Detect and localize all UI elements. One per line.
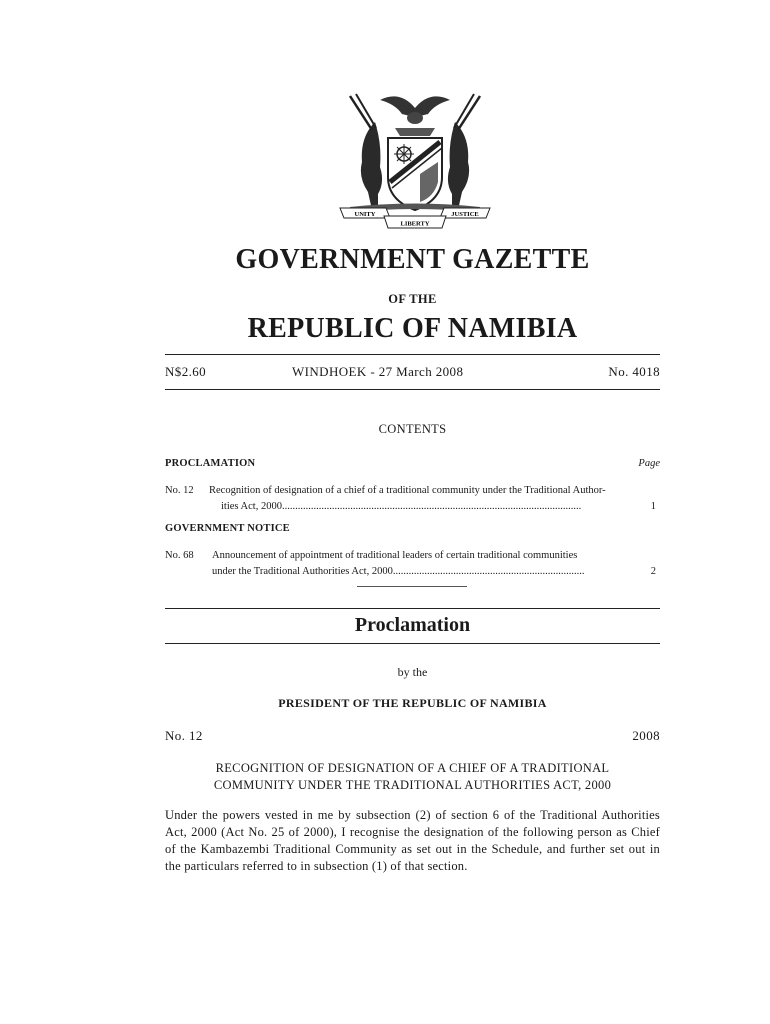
toc-entry-line1: Announcement of appointment of traditional leaders of certain traditional communities (212, 550, 578, 561)
toc-entry-line1: Recognition of designation of a chief of a traditional community under the Traditional Author- (209, 485, 606, 496)
divider-bottom (165, 389, 660, 390)
toc-entry-line2: under the Traditional Authorities Act, 2000......................................................................... (212, 566, 585, 577)
proclamation-rule-top (165, 608, 660, 609)
section-heading-government-notice: GOVERNMENT NOTICE (165, 523, 290, 534)
contents-heading: CONTENTS (378, 422, 447, 436)
motto-unity: UNITY (354, 211, 376, 218)
toc-entry-number: No. 68 (165, 550, 194, 561)
toc-entry-line2: ities Act, 2000.................................................................................................................. (221, 501, 582, 512)
motto-justice: JUSTICE (451, 211, 479, 218)
toc-entry (165, 548, 660, 582)
proclamation-number: No. 12 (165, 728, 203, 743)
page-column-label: Page (638, 458, 660, 469)
proclamation-rule-bottom (165, 643, 660, 644)
toc-entry-text (209, 483, 629, 515)
proclamation-year: 2008 (632, 728, 660, 743)
proclamation-authority: PRESIDENT OF THE REPUBLIC OF NAMIBIA (278, 696, 547, 710)
proclamation-by-the: by the (397, 665, 428, 679)
gazette-republic: REPUBLIC OF NAMIBIA (247, 313, 578, 344)
proclamation-title-line2: COMMUNITY UNDER THE TRADITIONAL AUTHORITIES ACT, 2000 (213, 778, 612, 792)
toc-entry-page: 2 (650, 566, 656, 577)
proclamation-body: Under the powers vested in me by subsection (2) of section 6 of the Traditional Authorities Act, 2000 (Act No. 25 of 2000), I recognise the designation of the following person as Chief of the Kambazembi Traditional Community as set out in the Schedule, and further set out in the particulars referred to in subsection (1) of that section. (165, 808, 660, 873)
issue-info-row (165, 364, 660, 382)
contents-end-rule (357, 586, 467, 587)
toc-entry-text (212, 548, 632, 580)
toc-entry-page: 1 (650, 501, 656, 512)
gazette-of-the: OF THE (388, 292, 437, 306)
issue-place-date: WINDHOEK - 27 March 2008 (292, 364, 464, 379)
divider-top (165, 354, 660, 355)
toc-entry-number: No. 12 (165, 485, 194, 496)
motto-liberty: LIBERTY (400, 220, 430, 228)
namibia-coat-of-arms-icon (320, 82, 510, 232)
section-heading-proclamation: PROCLAMATION (165, 458, 256, 469)
proclamation-title-line1: RECOGNITION OF DESIGNATION OF A CHIEF OF A TRADITIONAL (215, 761, 610, 775)
toc-entry (165, 483, 660, 517)
issue-number: No. 4018 (608, 364, 660, 379)
proclamation-heading: Proclamation (354, 614, 471, 636)
proclamation-title (165, 760, 660, 794)
gazette-page (165, 0, 660, 1024)
gazette-title: GOVERNMENT GAZETTE (235, 244, 590, 275)
issue-price: N$2.60 (165, 364, 207, 379)
